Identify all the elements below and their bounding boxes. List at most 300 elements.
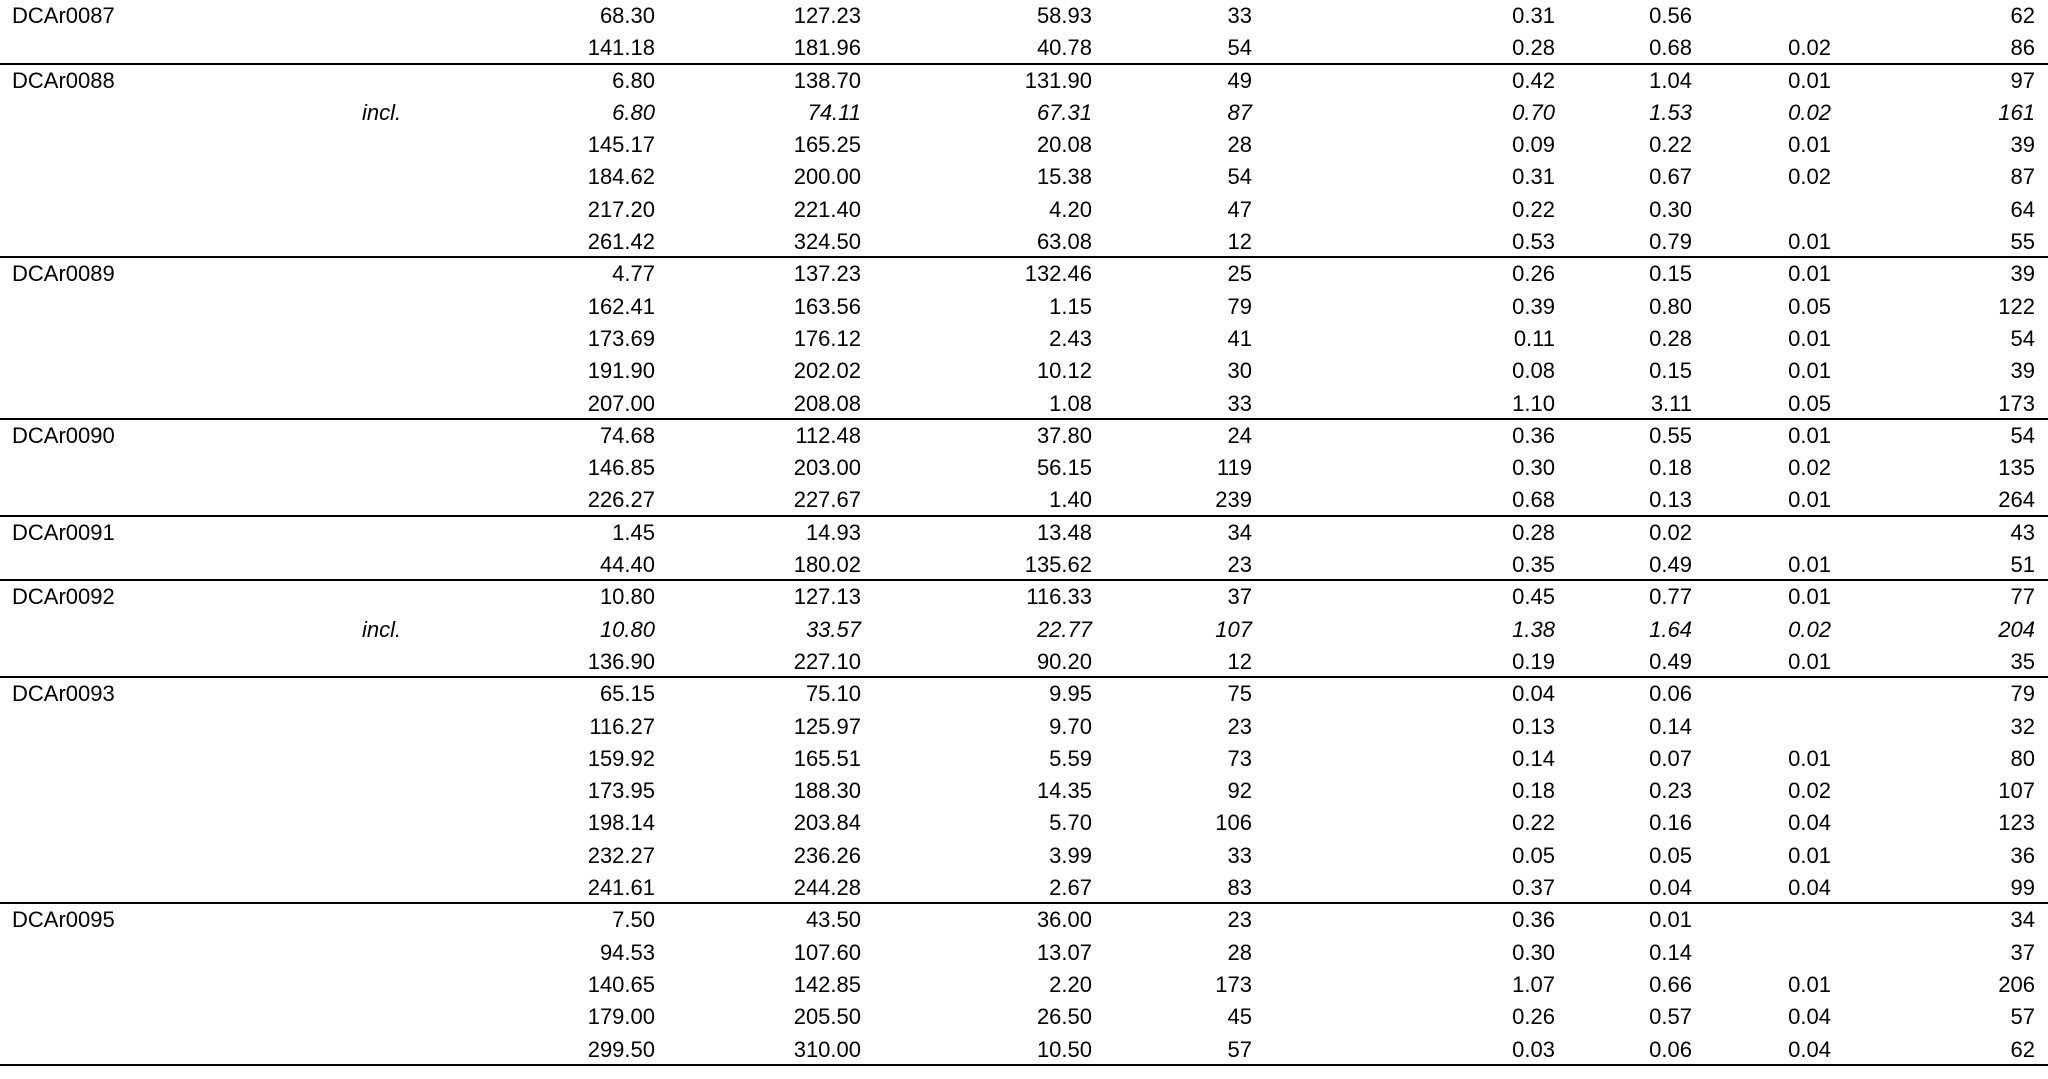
to-cell: 221.40 bbox=[793, 196, 861, 222]
value-1-cell: 47 bbox=[1227, 196, 1252, 222]
value-4-cell: 0.01 bbox=[1788, 745, 1831, 771]
value-1-cell: 12 bbox=[1227, 229, 1252, 255]
to-cell: 125.97 bbox=[793, 713, 861, 739]
to-cell: 200.00 bbox=[793, 164, 861, 190]
value-2-cell: 0.18 bbox=[1512, 778, 1555, 804]
value-3-cell: 0.67 bbox=[1649, 164, 1692, 190]
table-row bbox=[0, 0, 2048, 32]
value-3-cell: 0.57 bbox=[1649, 1004, 1692, 1030]
from-cell: 299.50 bbox=[587, 1036, 655, 1062]
to-cell: 244.28 bbox=[793, 875, 861, 901]
interval-cell: 36.00 bbox=[1036, 907, 1092, 933]
value-5-cell: 122 bbox=[1998, 293, 2035, 319]
value-5-cell: 51 bbox=[2010, 552, 2035, 578]
to-cell: 208.08 bbox=[793, 390, 861, 416]
from-cell: 10.80 bbox=[599, 616, 655, 642]
value-1-cell: 23 bbox=[1227, 552, 1252, 578]
value-5-cell: 204 bbox=[1998, 616, 2035, 642]
table-row bbox=[0, 646, 2048, 678]
value-3-cell: 0.30 bbox=[1649, 196, 1692, 222]
value-3-cell: 0.56 bbox=[1649, 3, 1692, 28]
to-cell: 14.93 bbox=[805, 519, 861, 545]
hole-id-cell: DCAr0095 bbox=[12, 907, 115, 933]
value-2-cell: 0.36 bbox=[1512, 422, 1555, 448]
table-row bbox=[0, 872, 2048, 904]
value-4-cell: 0.01 bbox=[1788, 67, 1831, 93]
value-1-cell: 33 bbox=[1227, 842, 1252, 868]
value-5-cell: 39 bbox=[2010, 358, 2035, 384]
from-cell: 4.77 bbox=[612, 261, 655, 287]
value-1-cell: 73 bbox=[1227, 745, 1252, 771]
value-5-cell: 135 bbox=[1998, 455, 2035, 481]
value-5-cell: 173 bbox=[1998, 390, 2035, 416]
table-row bbox=[0, 549, 2048, 581]
value-1-cell: 41 bbox=[1227, 325, 1252, 351]
value-5-cell: 57 bbox=[2010, 1004, 2035, 1030]
to-cell: 203.00 bbox=[793, 455, 861, 481]
value-2-cell: 0.08 bbox=[1512, 358, 1555, 384]
from-cell: 6.80 bbox=[612, 99, 655, 125]
value-3-cell: 0.15 bbox=[1649, 261, 1692, 287]
value-5-cell: 62 bbox=[2010, 1036, 2035, 1062]
value-2-cell: 1.10 bbox=[1512, 390, 1555, 416]
value-5-cell: 54 bbox=[2010, 325, 2035, 351]
value-3-cell: 0.28 bbox=[1649, 325, 1692, 351]
value-3-cell: 0.14 bbox=[1649, 713, 1692, 739]
value-4-cell: 0.05 bbox=[1788, 390, 1831, 416]
value-1-cell: 49 bbox=[1227, 67, 1252, 93]
from-cell: 217.20 bbox=[587, 196, 655, 222]
value-2-cell: 0.13 bbox=[1512, 713, 1555, 739]
interval-cell: 116.33 bbox=[1026, 584, 1092, 610]
value-5-cell: 77 bbox=[2010, 584, 2035, 610]
value-5-cell: 86 bbox=[2010, 35, 2035, 61]
value-2-cell: 0.31 bbox=[1512, 3, 1555, 28]
value-4-cell: 0.01 bbox=[1788, 229, 1831, 255]
value-1-cell: 28 bbox=[1227, 939, 1252, 965]
to-cell: 138.70 bbox=[793, 67, 861, 93]
value-2-cell: 1.38 bbox=[1512, 616, 1555, 642]
value-2-cell: 0.37 bbox=[1512, 875, 1555, 901]
interval-cell: 2.43 bbox=[1049, 325, 1092, 351]
from-cell: 136.90 bbox=[587, 648, 655, 674]
value-1-cell: 25 bbox=[1227, 261, 1252, 287]
value-2-cell: 0.26 bbox=[1512, 261, 1555, 287]
value-1-cell: 37 bbox=[1227, 584, 1252, 610]
interval-cell: 26.50 bbox=[1036, 1004, 1092, 1030]
from-cell: 146.85 bbox=[587, 455, 655, 481]
to-cell: 33.57 bbox=[805, 616, 861, 642]
value-3-cell: 0.22 bbox=[1649, 132, 1692, 158]
value-3-cell: 0.06 bbox=[1649, 681, 1692, 707]
table-row bbox=[0, 161, 2048, 193]
value-1-cell: 12 bbox=[1227, 648, 1252, 674]
interval-cell: 58.93 bbox=[1036, 3, 1092, 28]
table-row bbox=[0, 323, 2048, 355]
from-cell: 207.00 bbox=[587, 390, 655, 416]
value-1-cell: 87 bbox=[1227, 99, 1252, 125]
interval-cell: 9.70 bbox=[1049, 713, 1092, 739]
value-3-cell: 0.66 bbox=[1649, 971, 1692, 997]
table-row bbox=[0, 452, 2048, 484]
interval-cell: 5.59 bbox=[1049, 745, 1092, 771]
table-row bbox=[0, 65, 2048, 97]
value-4-cell: 0.01 bbox=[1788, 648, 1831, 674]
table-row bbox=[0, 581, 2048, 613]
table-row bbox=[0, 840, 2048, 872]
interval-cell: 9.95 bbox=[1049, 681, 1092, 707]
from-cell: 198.14 bbox=[587, 810, 655, 836]
value-1-cell: 75 bbox=[1227, 681, 1252, 707]
value-2-cell: 0.22 bbox=[1512, 810, 1555, 836]
value-5-cell: 64 bbox=[2010, 196, 2035, 222]
value-3-cell: 0.07 bbox=[1649, 745, 1692, 771]
from-cell: 1.45 bbox=[612, 519, 655, 545]
interval-cell: 90.20 bbox=[1036, 648, 1092, 674]
value-1-cell: 107 bbox=[1215, 616, 1252, 642]
from-cell: 261.42 bbox=[587, 229, 655, 255]
note-cell: incl. bbox=[362, 616, 402, 642]
from-cell: 6.80 bbox=[612, 67, 655, 93]
to-cell: 127.13 bbox=[793, 584, 861, 610]
from-cell: 116.27 bbox=[589, 713, 655, 739]
value-2-cell: 0.03 bbox=[1512, 1036, 1555, 1062]
to-cell: 165.51 bbox=[793, 745, 861, 771]
value-2-cell: 0.70 bbox=[1512, 99, 1555, 125]
value-2-cell: 0.53 bbox=[1512, 229, 1555, 255]
value-3-cell: 0.15 bbox=[1649, 358, 1692, 384]
to-cell: 181.96 bbox=[793, 35, 861, 61]
value-2-cell: 0.39 bbox=[1512, 293, 1555, 319]
value-2-cell: 0.45 bbox=[1512, 584, 1555, 610]
interval-cell: 4.20 bbox=[1049, 196, 1092, 222]
value-2-cell: 0.35 bbox=[1512, 552, 1555, 578]
value-5-cell: 36 bbox=[2010, 842, 2035, 868]
value-2-cell: 0.30 bbox=[1512, 455, 1555, 481]
from-cell: 226.27 bbox=[587, 487, 655, 513]
value-4-cell: 0.01 bbox=[1788, 325, 1831, 351]
from-cell: 141.18 bbox=[587, 35, 655, 61]
value-5-cell: 39 bbox=[2010, 261, 2035, 287]
table-row bbox=[0, 904, 2048, 936]
to-cell: 75.10 bbox=[805, 681, 861, 707]
value-2-cell: 0.22 bbox=[1512, 196, 1555, 222]
table-row bbox=[0, 1001, 2048, 1033]
value-4-cell: 0.01 bbox=[1788, 358, 1831, 384]
hole-id-cell: DCAr0093 bbox=[12, 681, 115, 707]
interval-cell: 10.50 bbox=[1036, 1036, 1092, 1062]
hole-id-cell: DCAr0087 bbox=[12, 3, 115, 28]
value-1-cell: 23 bbox=[1227, 907, 1252, 933]
hole-id-cell: DCAr0092 bbox=[12, 584, 115, 610]
to-cell: 176.12 bbox=[793, 325, 861, 351]
table-row bbox=[0, 937, 2048, 969]
interval-cell: 135.62 bbox=[1024, 552, 1092, 578]
value-1-cell: 45 bbox=[1227, 1004, 1252, 1030]
value-1-cell: 33 bbox=[1227, 3, 1252, 28]
interval-cell: 2.67 bbox=[1049, 875, 1092, 901]
from-cell: 162.41 bbox=[587, 293, 655, 319]
from-cell: 179.00 bbox=[587, 1004, 655, 1030]
value-3-cell: 0.49 bbox=[1649, 552, 1692, 578]
to-cell: 137.23 bbox=[793, 261, 861, 287]
to-cell: 202.02 bbox=[793, 358, 861, 384]
value-2-cell: 0.04 bbox=[1512, 681, 1555, 707]
from-cell: 140.65 bbox=[587, 971, 655, 997]
to-cell: 180.02 bbox=[793, 552, 861, 578]
table-row bbox=[0, 420, 2048, 452]
value-5-cell: 206 bbox=[1998, 971, 2035, 997]
value-3-cell: 1.04 bbox=[1649, 67, 1692, 93]
to-cell: 112.48 bbox=[795, 422, 861, 448]
from-cell: 65.15 bbox=[599, 681, 655, 707]
table-row bbox=[0, 388, 2048, 420]
to-cell: 43.50 bbox=[805, 907, 861, 933]
value-1-cell: 23 bbox=[1227, 713, 1252, 739]
value-3-cell: 0.49 bbox=[1649, 648, 1692, 674]
value-2-cell: 0.68 bbox=[1512, 487, 1555, 513]
table-row bbox=[0, 517, 2048, 549]
value-3-cell: 0.55 bbox=[1649, 422, 1692, 448]
from-cell: 232.27 bbox=[587, 842, 655, 868]
interval-cell: 1.40 bbox=[1049, 487, 1092, 513]
value-3-cell: 0.77 bbox=[1649, 584, 1692, 610]
value-4-cell: 0.02 bbox=[1788, 616, 1831, 642]
table-row bbox=[0, 355, 2048, 387]
value-4-cell: 0.01 bbox=[1788, 487, 1831, 513]
from-cell: 94.53 bbox=[599, 939, 655, 965]
value-5-cell: 80 bbox=[2010, 745, 2035, 771]
interval-cell: 56.15 bbox=[1036, 455, 1092, 481]
to-cell: 142.85 bbox=[793, 971, 861, 997]
to-cell: 227.10 bbox=[793, 648, 861, 674]
value-5-cell: 99 bbox=[2010, 875, 2035, 901]
to-cell: 127.23 bbox=[793, 3, 861, 28]
value-3-cell: 0.02 bbox=[1649, 519, 1692, 545]
value-3-cell: 0.18 bbox=[1649, 455, 1692, 481]
to-cell: 107.60 bbox=[793, 939, 861, 965]
value-4-cell: 0.02 bbox=[1788, 99, 1831, 125]
value-3-cell: 3.11 bbox=[1650, 390, 1692, 416]
interval-cell: 1.15 bbox=[1049, 293, 1092, 319]
value-4-cell: 0.01 bbox=[1788, 842, 1831, 868]
value-1-cell: 83 bbox=[1227, 875, 1252, 901]
value-5-cell: 79 bbox=[2010, 681, 2035, 707]
to-cell: 227.67 bbox=[793, 487, 861, 513]
value-2-cell: 0.36 bbox=[1512, 907, 1555, 933]
from-cell: 184.62 bbox=[587, 164, 655, 190]
value-2-cell: 0.28 bbox=[1512, 35, 1555, 61]
interval-cell: 132.46 bbox=[1024, 261, 1092, 287]
value-1-cell: 92 bbox=[1227, 778, 1252, 804]
from-cell: 191.90 bbox=[587, 358, 655, 384]
value-1-cell: 54 bbox=[1227, 164, 1252, 190]
value-4-cell: 0.02 bbox=[1788, 778, 1831, 804]
value-2-cell: 0.28 bbox=[1512, 519, 1555, 545]
interval-cell: 67.31 bbox=[1036, 99, 1092, 125]
value-3-cell: 0.80 bbox=[1649, 293, 1692, 319]
table-row bbox=[0, 97, 2048, 129]
value-1-cell: 30 bbox=[1227, 358, 1252, 384]
note-cell: incl. bbox=[362, 99, 402, 125]
table-row bbox=[0, 775, 2048, 807]
value-5-cell: 34 bbox=[2010, 907, 2035, 933]
value-4-cell: 0.01 bbox=[1788, 584, 1831, 610]
value-1-cell: 106 bbox=[1215, 810, 1252, 836]
value-2-cell: 1.07 bbox=[1512, 971, 1555, 997]
value-3-cell: 0.04 bbox=[1649, 875, 1692, 901]
value-4-cell: 0.04 bbox=[1788, 810, 1831, 836]
hole-id-cell: DCAr0088 bbox=[12, 67, 115, 93]
table-row bbox=[0, 226, 2048, 258]
value-5-cell: 87 bbox=[2010, 164, 2035, 190]
value-4-cell: 0.04 bbox=[1788, 875, 1831, 901]
value-2-cell: 0.05 bbox=[1512, 842, 1555, 868]
from-cell: 241.61 bbox=[587, 875, 655, 901]
to-cell: 74.11 bbox=[807, 99, 861, 125]
value-2-cell: 0.14 bbox=[1512, 745, 1555, 771]
value-3-cell: 1.64 bbox=[1649, 616, 1692, 642]
from-cell: 10.80 bbox=[599, 584, 655, 610]
value-2-cell: 0.09 bbox=[1512, 132, 1555, 158]
value-5-cell: 264 bbox=[1998, 487, 2035, 513]
value-5-cell: 55 bbox=[2010, 229, 2035, 255]
from-cell: 173.95 bbox=[587, 778, 655, 804]
interval-cell: 15.38 bbox=[1036, 164, 1092, 190]
interval-cell: 2.20 bbox=[1049, 971, 1092, 997]
interval-cell: 10.12 bbox=[1036, 358, 1092, 384]
table-row bbox=[0, 129, 2048, 161]
interval-cell: 5.70 bbox=[1049, 810, 1092, 836]
value-5-cell: 62 bbox=[2010, 3, 2035, 28]
table-row bbox=[0, 194, 2048, 226]
interval-cell: 20.08 bbox=[1036, 132, 1092, 158]
value-4-cell: 0.02 bbox=[1788, 35, 1831, 61]
value-3-cell: 0.23 bbox=[1649, 778, 1692, 804]
value-3-cell: 1.53 bbox=[1649, 99, 1692, 125]
value-1-cell: 24 bbox=[1227, 422, 1252, 448]
table-row bbox=[0, 807, 2048, 839]
value-2-cell: 0.31 bbox=[1512, 164, 1555, 190]
value-4-cell: 0.01 bbox=[1788, 132, 1831, 158]
to-cell: 163.56 bbox=[793, 293, 861, 319]
interval-cell: 40.78 bbox=[1036, 35, 1092, 61]
to-cell: 203.84 bbox=[793, 810, 861, 836]
table-row bbox=[0, 678, 2048, 710]
table-row bbox=[0, 711, 2048, 743]
table-row bbox=[0, 32, 2048, 64]
value-1-cell: 57 bbox=[1227, 1036, 1252, 1062]
value-4-cell: 0.04 bbox=[1788, 1004, 1831, 1030]
value-2-cell: 0.30 bbox=[1512, 939, 1555, 965]
table-row bbox=[0, 484, 2048, 516]
value-2-cell: 0.11 bbox=[1513, 325, 1555, 351]
from-cell: 173.69 bbox=[587, 325, 655, 351]
value-3-cell: 0.13 bbox=[1649, 487, 1692, 513]
table-row bbox=[0, 969, 2048, 1001]
value-2-cell: 0.19 bbox=[1512, 648, 1555, 674]
value-5-cell: 32 bbox=[2010, 713, 2035, 739]
to-cell: 310.00 bbox=[793, 1036, 861, 1062]
to-cell: 324.50 bbox=[793, 229, 861, 255]
to-cell: 205.50 bbox=[793, 1004, 861, 1030]
table-row bbox=[0, 614, 2048, 646]
value-4-cell: 0.04 bbox=[1788, 1036, 1831, 1062]
interval-cell: 37.80 bbox=[1036, 422, 1092, 448]
value-4-cell: 0.01 bbox=[1788, 552, 1831, 578]
value-1-cell: 79 bbox=[1227, 293, 1252, 319]
table-row bbox=[0, 743, 2048, 775]
value-1-cell: 28 bbox=[1227, 132, 1252, 158]
value-1-cell: 54 bbox=[1227, 35, 1252, 61]
value-4-cell: 0.02 bbox=[1788, 164, 1831, 190]
value-3-cell: 0.16 bbox=[1649, 810, 1692, 836]
value-5-cell: 97 bbox=[2010, 67, 2035, 93]
value-5-cell: 35 bbox=[2010, 648, 2035, 674]
interval-cell: 13.48 bbox=[1036, 519, 1092, 545]
from-cell: 74.68 bbox=[599, 422, 655, 448]
interval-cell: 22.77 bbox=[1036, 616, 1092, 642]
value-3-cell: 0.06 bbox=[1649, 1036, 1692, 1062]
value-1-cell: 239 bbox=[1215, 487, 1252, 513]
value-5-cell: 37 bbox=[2010, 939, 2035, 965]
hole-id-cell: DCAr0089 bbox=[12, 261, 115, 287]
value-3-cell: 0.05 bbox=[1649, 842, 1692, 868]
table-row bbox=[0, 1034, 2048, 1066]
value-4-cell: 0.05 bbox=[1788, 293, 1831, 319]
value-3-cell: 0.14 bbox=[1649, 939, 1692, 965]
interval-cell: 131.90 bbox=[1024, 67, 1092, 93]
value-5-cell: 39 bbox=[2010, 132, 2035, 158]
to-cell: 165.25 bbox=[793, 132, 861, 158]
value-2-cell: 0.42 bbox=[1512, 67, 1555, 93]
interval-cell: 1.08 bbox=[1049, 390, 1092, 416]
value-1-cell: 119 bbox=[1216, 455, 1252, 481]
to-cell: 188.30 bbox=[793, 778, 861, 804]
value-3-cell: 0.01 bbox=[1649, 907, 1692, 933]
from-cell: 44.40 bbox=[599, 552, 655, 578]
value-4-cell: 0.01 bbox=[1788, 971, 1831, 997]
table-row bbox=[0, 291, 2048, 323]
interval-cell: 13.07 bbox=[1036, 939, 1092, 965]
value-2-cell: 0.26 bbox=[1512, 1004, 1555, 1030]
from-cell: 68.30 bbox=[599, 3, 655, 28]
value-5-cell: 123 bbox=[1998, 810, 2035, 836]
hole-id-cell: DCAr0091 bbox=[12, 519, 115, 545]
value-5-cell: 43 bbox=[2010, 519, 2035, 545]
value-3-cell: 0.68 bbox=[1649, 35, 1692, 61]
from-cell: 145.17 bbox=[587, 132, 655, 158]
value-4-cell: 0.01 bbox=[1788, 261, 1831, 287]
interval-cell: 3.99 bbox=[1049, 842, 1092, 868]
from-cell: 159.92 bbox=[587, 745, 655, 771]
value-1-cell: 34 bbox=[1227, 519, 1252, 545]
to-cell: 236.26 bbox=[793, 842, 861, 868]
interval-cell: 14.35 bbox=[1036, 778, 1092, 804]
value-5-cell: 54 bbox=[2010, 422, 2035, 448]
value-3-cell: 0.79 bbox=[1649, 229, 1692, 255]
value-1-cell: 33 bbox=[1227, 390, 1252, 416]
value-5-cell: 107 bbox=[1998, 778, 2035, 804]
value-1-cell: 173 bbox=[1215, 971, 1252, 997]
interval-cell: 63.08 bbox=[1036, 229, 1092, 255]
value-5-cell: 161 bbox=[1998, 99, 2035, 125]
table-row bbox=[0, 258, 2048, 290]
value-4-cell: 0.01 bbox=[1788, 422, 1831, 448]
value-4-cell: 0.02 bbox=[1788, 455, 1831, 481]
hole-id-cell: DCAr0090 bbox=[12, 422, 115, 448]
from-cell: 7.50 bbox=[612, 907, 655, 933]
